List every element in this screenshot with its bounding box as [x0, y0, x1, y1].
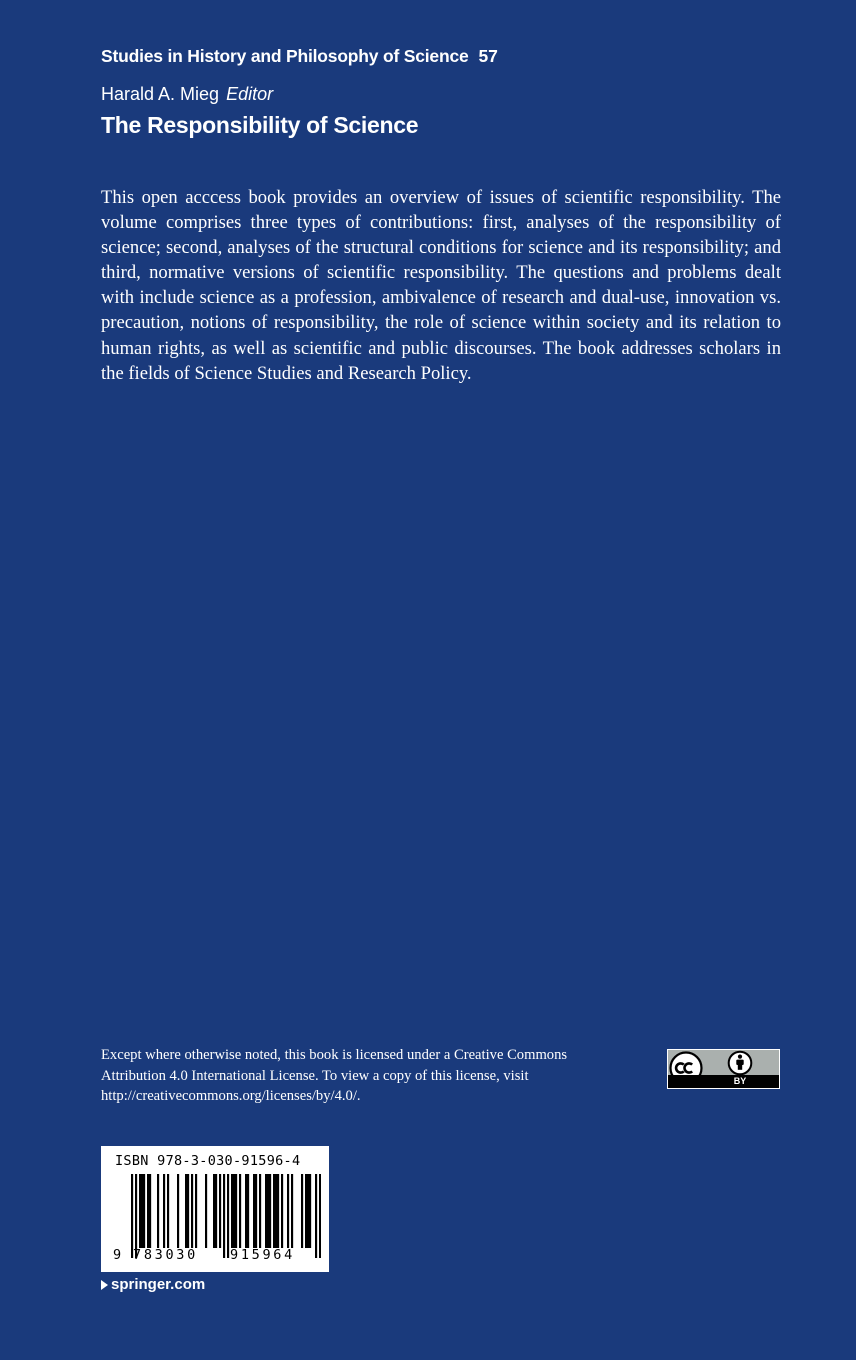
barcode-bar — [141, 1174, 143, 1248]
ean-digits — [113, 1247, 321, 1263]
play-arrow-icon — [101, 1280, 108, 1290]
series-volume: 57 — [478, 46, 498, 66]
barcode-bar — [265, 1174, 267, 1248]
cc-by-license-badge[interactable] — [667, 1049, 780, 1089]
ean-right-group: 915964 — [230, 1247, 295, 1263]
barcode-bar — [273, 1174, 275, 1248]
barcode-bar — [233, 1174, 235, 1248]
barcode-bar — [259, 1174, 261, 1248]
barcode-bar — [239, 1174, 241, 1248]
barcode-bar — [205, 1174, 207, 1248]
barcode-bar — [139, 1174, 141, 1248]
isbn-number: ISBN 978-3-030-91596-4 — [115, 1153, 301, 1169]
barcode-bar — [177, 1174, 179, 1248]
barcode-bar — [277, 1174, 279, 1248]
barcode-bar — [245, 1174, 247, 1248]
barcode-bar — [191, 1174, 193, 1248]
barcode-bar — [143, 1174, 145, 1248]
book-description: This open acccess book provides an overview of issues of scientific responsibility. The volume comprises three types of contributions: first, analyses of the responsibility of science; second, analyses of the structural conditions for science and its responsibility; and third, normative versions of scientific responsibility. The questions and problems dealt with include science as a profession, ambivalence of research and dual-use, innovation vs. precaution, notions of responsibility, the role of science within society and its relation to human rights, as well as scientific and public discourses. The book addresses scholars in the fields of Science Studies and Research Policy. — [101, 187, 781, 384]
barcode-bar — [247, 1174, 249, 1248]
barcode-bar — [253, 1174, 255, 1248]
barcode-bar — [135, 1174, 137, 1258]
barcode-bar — [157, 1174, 159, 1248]
barcode-bar — [291, 1174, 293, 1248]
barcode-bar — [255, 1174, 257, 1248]
ean-left-group: 783030 — [133, 1247, 198, 1263]
editor-role: Editor — [226, 84, 274, 104]
series-line — [101, 46, 498, 67]
barcode-bar — [167, 1174, 169, 1248]
editor-name: Harald A. Mieg — [101, 84, 220, 104]
barcode-bar — [213, 1174, 215, 1248]
barcode-bar — [219, 1174, 221, 1248]
barcode-bar — [267, 1174, 269, 1248]
book-title: The Responsibility of Science — [101, 112, 419, 138]
editor-line — [101, 84, 273, 105]
barcode-bar — [307, 1174, 309, 1248]
barcode-bar — [149, 1174, 151, 1248]
barcode-bar — [227, 1174, 229, 1258]
barcode-bar — [315, 1174, 317, 1258]
barcode-bar — [309, 1174, 311, 1248]
barcode-bar — [187, 1174, 189, 1248]
barcode-bar — [281, 1174, 283, 1248]
barcode-bar — [223, 1174, 225, 1258]
isbn-barcode — [101, 1146, 329, 1272]
barcode-bar — [147, 1174, 149, 1248]
ean-first-digit: 9 — [113, 1247, 122, 1263]
springer-link-text: springer.com — [111, 1276, 206, 1293]
license-notice: Except where otherwise noted, this book is licensed under a Creative Commons Attribution 4.0 International License. To view a copy of this license, visit http://creativecommons.org/licenses/by/4.0/. — [101, 1047, 568, 1104]
barcode-bar — [131, 1174, 133, 1258]
barcode-bar — [163, 1174, 165, 1248]
badge-by-label: BY — [733, 1076, 747, 1086]
attribution-person-icon — [727, 1050, 753, 1076]
springer-link[interactable] — [101, 1276, 205, 1293]
barcode-bar — [301, 1174, 303, 1248]
barcode-bar — [319, 1174, 321, 1258]
barcode-bar — [185, 1174, 187, 1248]
barcode-bar — [235, 1174, 237, 1248]
barcode-bar — [275, 1174, 277, 1248]
barcode-bar — [195, 1174, 197, 1248]
barcode-bar — [287, 1174, 289, 1248]
barcode-bar — [269, 1174, 271, 1248]
barcode-bar — [215, 1174, 217, 1248]
barcode-bar — [305, 1174, 307, 1248]
series-name: Studies in History and Philosophy of Science — [101, 46, 469, 66]
barcode-bar — [231, 1174, 233, 1248]
